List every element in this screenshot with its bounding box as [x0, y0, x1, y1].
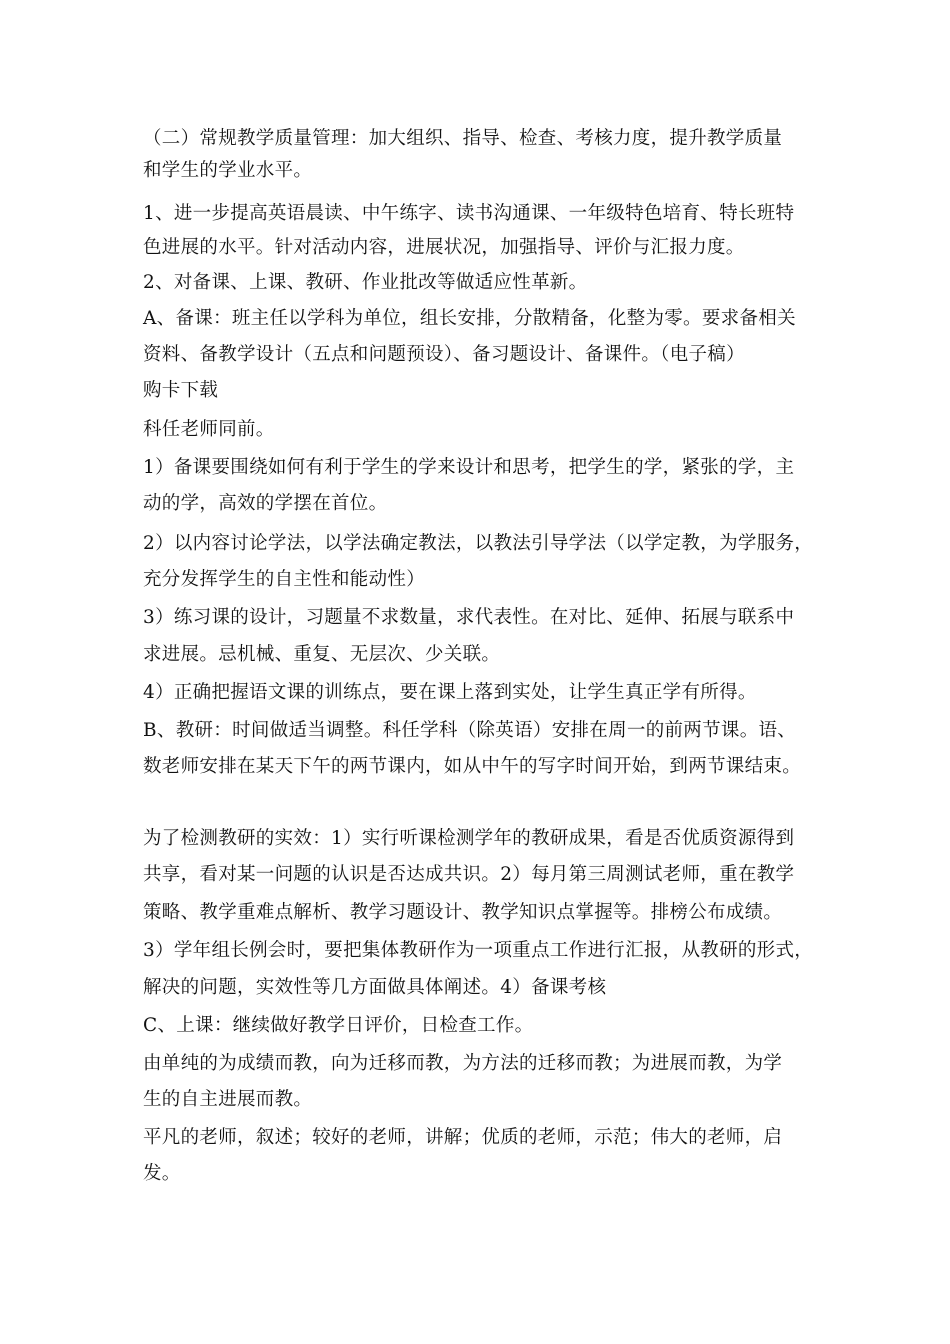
text-line: 资料、备教学设计（五点和问题预设）、备习题设计、备课件。（电子稿）: [143, 344, 745, 365]
text-line: 共享，看对某一问题的认识是否达成共识。2）每月第三周测试老师，重在教学: [143, 864, 795, 885]
text-line: 数老师安排在某天下午的两节课内，如从中午的写字时间开始，到两节课结束。: [143, 756, 802, 777]
text-line: 平凡的老师，叙述；较好的老师，讲解；优质的老师，示范；伟大的老师，启: [143, 1127, 783, 1148]
text-line: B、教研：时间做适当调整。科任学科（除英语）安排在周一的前两节课。语、: [143, 720, 797, 741]
text-line: 由单纯的为成绩而教，向为迁移而教，为方法的迁移而教；为进展而教，为学: [143, 1053, 783, 1074]
text-line: 和学生的学业水平。: [143, 160, 313, 181]
text-line: 科任老师同前。: [143, 419, 275, 440]
text-line: 生的自主进展而教。: [143, 1089, 313, 1110]
text-line: 3）学年组长例会时，要把集体教研作为一项重点工作进行汇报，从教研的形式，: [143, 940, 814, 961]
text-line: 为了检测教研的实效：1）实行听课检测学年的教研成果，看是否优质资源得到: [143, 828, 795, 849]
text-line: A、备课：班主任以学科为单位，组长安排，分散精备，化整为零。要求备相关: [143, 308, 796, 329]
text-line: 充分发挥学生的自主性和能动性）: [143, 569, 426, 590]
text-line: 2）以内容讨论学法，以学法确定教法，以教法引导学法（以学定教，为学服务，: [143, 533, 814, 554]
text-line: 解决的问题，实效性等几方面做具体阐述。4）备课考核: [143, 977, 607, 998]
text-line: 求进展。忌机械、重复、无层次、少关联。: [143, 644, 501, 665]
text-line: 1）备课要围绕如何有利于学生的学来设计和思考，把学生的学，紧张的学，主: [143, 457, 795, 478]
text-line: 色进展的水平。针对活动内容，进展状况，加强指导、评价与汇报力度。: [143, 237, 745, 258]
text-line: 3）练习课的设计，习题量不求数量，求代表性。在对比、延伸、拓展与联系中: [143, 607, 795, 628]
text-line: 策略、教学重难点解析、教学习题设计、教学知识点掌握等。排榜公布成绩。: [143, 902, 783, 923]
text-line: 2、对备课、上课、教研、作业批改等做适应性革新。: [143, 272, 588, 293]
text-line: C、上课：继续做好教学日评价，日检查工作。: [143, 1015, 534, 1036]
text-line: 购卡下载: [143, 380, 219, 401]
text-line: 发。: [143, 1163, 181, 1184]
text-line: 1、进一步提高英语晨读、中午练字、读书沟通课、一年级特色培育、特长班特: [143, 203, 795, 224]
text-line: 动的学，高效的学摆在首位。: [143, 493, 388, 514]
text-line: （二）常规教学质量管理：加大组织、指导、检查、考核力度，提升教学质量: [143, 128, 783, 149]
text-line: 4）正确把握语文课的训练点，要在课上落到实处，让学生真正学有所得。: [143, 682, 757, 703]
